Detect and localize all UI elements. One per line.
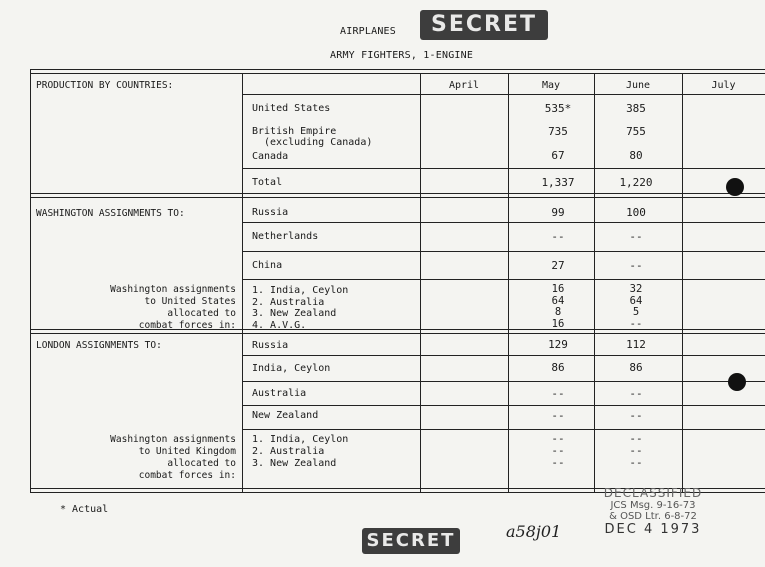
row-label: China — [252, 260, 283, 271]
section-london: LONDON ASSIGNMENTS TO: — [36, 340, 162, 351]
cell-may: 8 — [554, 306, 562, 318]
month-july: July — [711, 80, 736, 91]
cell-june: 755 — [626, 125, 646, 138]
binder-hole — [728, 373, 746, 391]
document-subtitle: ARMY FIGHTERS, 1-ENGINE — [330, 50, 474, 61]
uk-allocation-items — [252, 434, 348, 470]
section-production: PRODUCTION BY COUNTRIES: — [36, 80, 174, 91]
cell-may: -- — [551, 230, 565, 243]
cell-june: -- — [629, 456, 643, 469]
cell-may: 129 — [548, 338, 568, 351]
note-line: to United Kingdom — [138, 446, 236, 457]
footnote: * Actual — [60, 504, 109, 515]
row-label: Canada — [252, 151, 289, 162]
uk-alloc-may — [528, 433, 588, 469]
row-label: United States — [252, 103, 331, 114]
cell-may: 535* — [544, 102, 572, 115]
cell-june: -- — [629, 317, 643, 330]
binder-hole — [726, 178, 744, 196]
cell-june: -- — [629, 432, 643, 445]
cell-may: 16 — [551, 317, 565, 330]
row-label: British Empire — [252, 126, 337, 137]
row-label: India, Ceylon — [252, 363, 331, 374]
declassified-date: DEC 4 1973 — [604, 522, 702, 537]
cell-june: 5 — [632, 306, 640, 318]
note-line: allocated to — [167, 308, 236, 319]
note-line: Washington assignments — [110, 284, 236, 295]
declassified-line: & OSD Ltr. 6-8-72 — [609, 511, 697, 522]
section-washington: WASHINGTON ASSIGNMENTS TO: — [36, 208, 185, 219]
cell-june-total: 1,220 — [619, 176, 653, 189]
month-may: May — [541, 80, 561, 91]
alloc-item: 4. A.V.G. — [252, 319, 307, 331]
uk-alloc-june — [606, 433, 666, 469]
cell-june: -- — [629, 409, 643, 422]
cell-may: -- — [551, 387, 565, 400]
cell-june: -- — [629, 387, 643, 400]
cell-june: 112 — [626, 338, 646, 351]
cell-june: 385 — [626, 102, 646, 115]
category-heading: AIRPLANES — [340, 26, 396, 37]
cell-may: 86 — [551, 361, 565, 374]
note-line: to United States — [144, 296, 236, 307]
note-line: combat forces in: — [138, 320, 236, 331]
cell-may: 64 — [551, 294, 565, 307]
alloc-item: 3. New Zealand — [252, 458, 337, 469]
alloc-item: 3. New Zealand — [252, 308, 337, 319]
alloc-item: 1. India, Ceylon — [252, 434, 349, 445]
row-label: Russia — [252, 340, 289, 351]
alloc-item: 2. Australia — [252, 296, 325, 308]
cell-june: -- — [629, 444, 643, 457]
secret-stamp-bottom: SECRET — [362, 528, 460, 554]
cell-may: -- — [551, 444, 565, 457]
month-april: April — [448, 80, 480, 91]
secret-stamp-top: SECRET — [420, 10, 548, 40]
cell-june: 64 — [629, 294, 643, 307]
uk-allocation-note — [60, 434, 236, 482]
cell-may: 99 — [551, 206, 565, 219]
cell-may: -- — [551, 432, 565, 445]
us-alloc-may — [528, 284, 588, 330]
row-label-sub: (excluding Canada) — [264, 137, 373, 148]
us-allocation-items — [252, 285, 348, 331]
cell-may-total: 1,337 — [541, 176, 575, 189]
cell-june: 32 — [629, 283, 643, 295]
row-label: Russia — [252, 207, 289, 218]
row-label: New Zealand — [252, 410, 319, 421]
row-label: Netherlands — [252, 231, 319, 242]
cell-june: -- — [629, 230, 643, 243]
cell-may: 735 — [548, 125, 568, 138]
declassified-title: DECLASSIFIED — [603, 486, 703, 500]
us-allocation-note — [60, 284, 236, 332]
cell-june: -- — [629, 259, 643, 272]
cell-may: 27 — [551, 259, 565, 272]
cell-may: -- — [551, 456, 565, 469]
note-line: combat forces in: — [138, 470, 236, 481]
declassified-stamp — [588, 486, 718, 537]
cell-june: 86 — [629, 361, 643, 374]
note-line: Washington assignments — [110, 434, 236, 445]
row-label-total: Total — [252, 177, 283, 188]
us-alloc-june — [606, 284, 666, 330]
alloc-item: 2. Australia — [252, 446, 325, 457]
declassified-line: JCS Msg. 9-16-73 — [610, 500, 696, 511]
cell-may: -- — [551, 409, 565, 422]
note-line: allocated to — [167, 458, 236, 469]
cell-june: 100 — [626, 206, 646, 219]
row-label: Australia — [252, 388, 307, 399]
alloc-item: 1. India, Ceylon — [252, 285, 349, 296]
cell-may: 67 — [551, 149, 565, 162]
cell-may: 16 — [551, 283, 565, 295]
handwritten-note: a58j01 — [506, 522, 562, 541]
cell-june: 80 — [629, 149, 643, 162]
month-june: June — [625, 80, 651, 91]
